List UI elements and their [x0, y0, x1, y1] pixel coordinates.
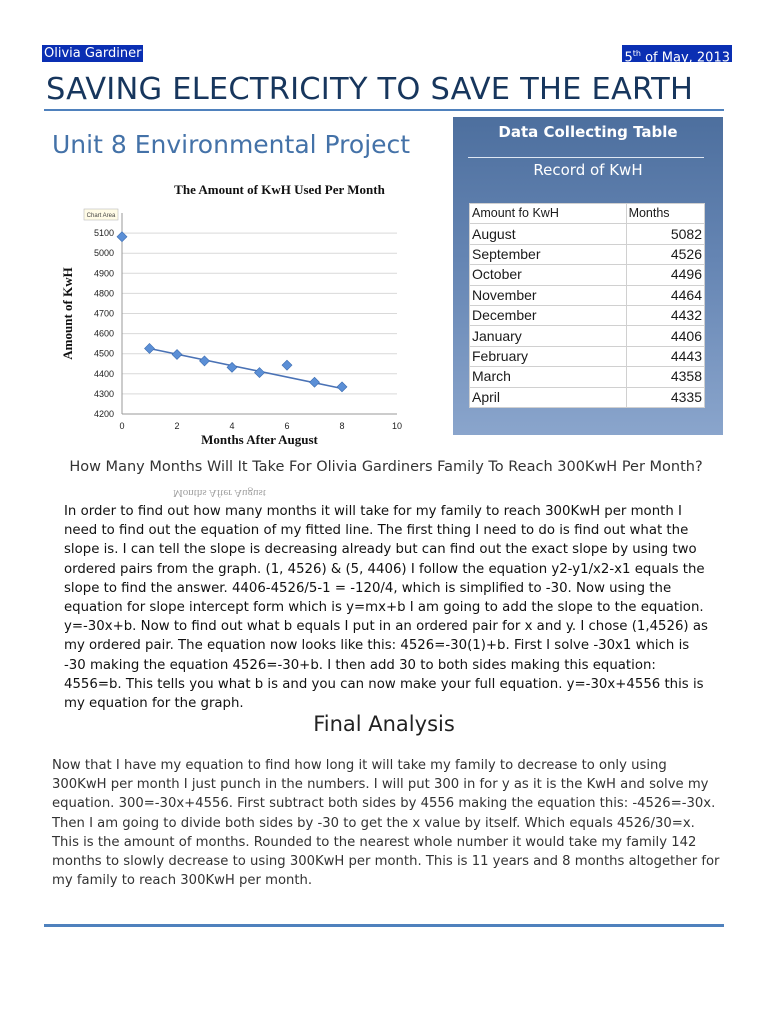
y-tick-label: 4500	[93, 348, 114, 359]
month-cell: March	[470, 367, 627, 387]
y-tick-label: 4200	[93, 409, 114, 419]
author-name: Olivia Gardiner	[44, 46, 142, 61]
question-heading: How Many Months Will It Take For Olivia Gardiners Family To Reach 300KwH Per Month?	[69, 459, 703, 475]
month-cell: October	[470, 265, 627, 285]
month-cell: April	[470, 387, 627, 407]
data-table-panel	[453, 117, 723, 435]
kwh-value-cell: 4335	[626, 387, 704, 407]
y-tick-label: 5100	[93, 228, 114, 239]
data-point	[172, 350, 182, 360]
table-row	[470, 346, 705, 366]
date-label: 5th of May, 2013	[622, 45, 732, 62]
y-tick-label: 5000	[93, 248, 114, 259]
y-axis-label: Amount of KwH	[60, 267, 75, 360]
kwh-value-cell: 4496	[626, 265, 704, 285]
y-tick-label: 4400	[93, 368, 114, 379]
x-tick-label: 8	[339, 421, 345, 431]
month-cell: February	[470, 346, 627, 366]
data-point	[282, 360, 292, 370]
mirrored-axis-label: Months After August	[173, 487, 266, 499]
table-row	[470, 224, 705, 244]
x-tick-label: 4	[229, 421, 235, 431]
y-tick-label: 4800	[93, 288, 114, 299]
y-tick-label: 4900	[93, 268, 114, 279]
slope-explanation: In order to find out how many months it will take for my family to reach 300KwH per month I need to find out the equation of my fitted line. The first thing I need to do is find out what the slope is. I can tell the slope is decreasing already but can find out the exact slope by using two ordered pairs from the graph. (1, 4526) & (5, 4406) I follow the equation y2-y1/x2-x1 equals the slope to find the answer. 4406-4526/5-1 = -120/4, which is simplified to -30. Now using the equation for slope intercept form which is y=mx+b I am going to add the slope to the equation. y=-30x+b. Now to find out what b equals I put in an ordered pair for x and y. I chose (1,4526) as my ordered pair. The equation now looks like this: 4526=-30(1)+b. First I solve -30x1 which is -30 making the equation 4526=-30+b. I then add 30 to both sides making this equation: 4556=b. This tells you what b is and you can now make your full equation. y=-30x+4556 this is my equation for the graph.	[64, 504, 708, 712]
page-subtitle: Unit 8 Environmental Project	[52, 130, 411, 159]
kwh-value-cell: 4443	[626, 346, 704, 366]
x-tick-label: 2	[174, 421, 180, 431]
table-row	[470, 265, 705, 285]
kwh-value-cell: 4358	[626, 367, 704, 387]
x-tick-label: 10	[391, 421, 403, 431]
month-cell: January	[470, 326, 627, 346]
kwh-value-cell: 4406	[626, 326, 704, 346]
month-cell: September	[470, 244, 627, 264]
title-divider	[44, 109, 724, 111]
kwh-value-cell: 4432	[626, 305, 704, 325]
month-cell: November	[470, 285, 627, 305]
column-header: Months	[626, 204, 704, 224]
table-row	[470, 387, 705, 407]
table-heading: Data Collecting Table	[498, 123, 678, 141]
table-row	[470, 326, 705, 346]
chart-title: The Amount of KwH Used Per Month	[174, 182, 385, 197]
table-heading-divider	[468, 157, 704, 158]
kwh-value-cell: 5082	[626, 224, 704, 244]
month-cell: August	[470, 224, 627, 244]
table-row	[470, 367, 705, 387]
y-tick-label: 4600	[93, 328, 114, 339]
kwh-value-cell: 4464	[626, 285, 704, 305]
x-tick-label: 0	[119, 421, 125, 431]
data-point	[145, 343, 155, 353]
x-tick-label: 6	[284, 421, 290, 431]
kwh-chart	[50, 180, 410, 452]
table-row	[470, 244, 705, 264]
data-point	[227, 362, 237, 372]
kwh-value-cell: 4526	[626, 244, 704, 264]
table-row	[470, 285, 705, 305]
analysis-heading: Final Analysis	[313, 712, 455, 736]
data-point	[200, 356, 210, 366]
y-tick-label: 4700	[93, 308, 114, 319]
data-point	[310, 377, 320, 387]
chart-area-badge-label: Chart Area	[86, 213, 116, 219]
kwh-table	[469, 203, 705, 408]
page-title: SAVING ELECTRICITY TO SAVE THE EARTH	[46, 72, 694, 107]
bottom-divider	[44, 924, 724, 927]
y-tick-label: 4300	[93, 388, 114, 399]
table-subheading: Record of KwH	[533, 161, 643, 179]
column-header: Amount fo KwH	[470, 204, 627, 224]
data-point	[337, 382, 347, 392]
month-cell: December	[470, 305, 627, 325]
analysis-text: Now that I have my equation to find how long it will take my family to decrease to only using 300KwH per month I just punch in the numbers. I will put 300 in for y as it is the KwH and solve my equation. 300=-30x+4556. First subtract both sides by 4556 making the equation this: -4526=-30x. Then I am going to divide both sides by -30 to get the x value by itself. Which equals 4526/30=x. This is the amount of months. Rounded to the nearest whole number it would take my family 142 months to slowly decrease to using 300KwH per month. This is 11 years and 8 months altogether for my family to reach 300KwH per month.	[52, 758, 720, 889]
table-row	[470, 305, 705, 325]
data-point	[255, 368, 265, 378]
table-header-row	[470, 204, 705, 224]
x-axis-label: Months After August	[201, 432, 318, 447]
